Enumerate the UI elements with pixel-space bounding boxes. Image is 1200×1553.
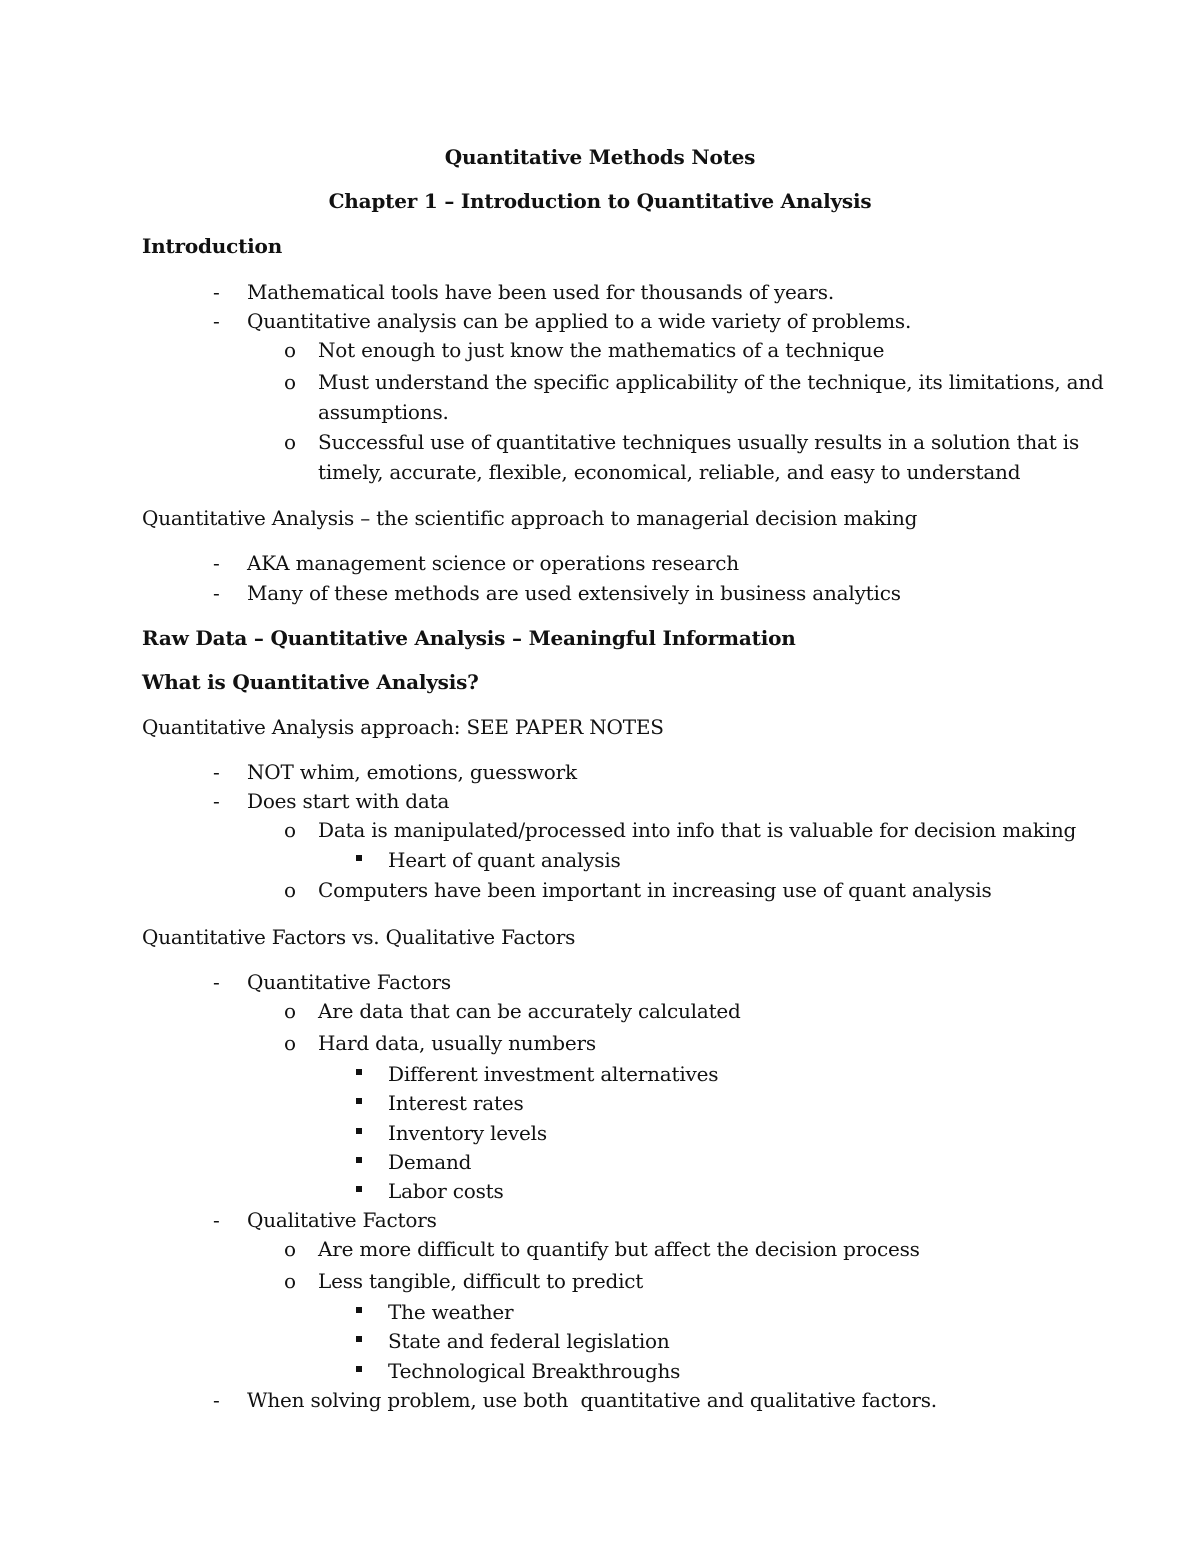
dash-marker: - — [213, 309, 220, 333]
qual-factors-label: Qualitative Factors — [247, 1208, 437, 1232]
approach-sub-1: Data is manipulated/processed into info that is valuable for decision making — [318, 818, 1077, 842]
qual-item: Technological Breakthroughs — [388, 1359, 681, 1383]
approach-bullet-1: NOT whim, emotions, guesswork — [247, 760, 577, 784]
quant-factors-label: Quantitative Factors — [247, 970, 451, 994]
intro-sub-2-line-1: Must understand the specific applicability of the technique, its limitations, and — [318, 370, 1104, 394]
qual-item: State and federal legislation — [388, 1329, 670, 1353]
square-bullet-icon — [356, 1366, 362, 1372]
circle-marker: o — [284, 878, 297, 902]
dash-marker: - — [213, 551, 220, 575]
factors-heading: Quantitative Factors vs. Qualitative Factors — [142, 925, 576, 949]
intro-sub-1: Not enough to just know the mathematics of a technique — [318, 338, 885, 362]
circle-marker: o — [284, 370, 297, 394]
circle-marker: o — [284, 1269, 297, 1293]
intro-bullet-1: Mathematical tools have been used for thousands of years. — [247, 280, 834, 304]
dash-marker: - — [213, 760, 220, 784]
dash-marker: - — [213, 789, 220, 813]
chapter-title: Chapter 1 – Introduction to Quantitative Analysis — [328, 189, 872, 213]
factors-conclusion: When solving problem, use both quantitative and qualitative factors. — [247, 1388, 937, 1412]
circle-marker: o — [284, 1031, 297, 1055]
square-bullet-icon — [356, 1069, 362, 1075]
square-bullet-icon — [356, 1128, 362, 1134]
definition-bullet-2: Many of these methods are used extensively in business analytics — [247, 581, 901, 605]
dash-marker: - — [213, 970, 220, 994]
intro-sub-3-line-2: timely, accurate, flexible, economical, reliable, and easy to understand — [318, 460, 1021, 484]
dash-marker: - — [213, 1388, 220, 1412]
definition-text: Quantitative Analysis – the scientific approach to managerial decision making — [142, 506, 918, 530]
approach-sub-2: Computers have been important in increasing use of quant analysis — [318, 878, 992, 902]
dash-marker: - — [213, 581, 220, 605]
page-title: Quantitative Methods Notes — [444, 145, 756, 169]
qual-item: The weather — [388, 1300, 514, 1324]
definition-bullet-1: AKA management science or operations research — [247, 551, 739, 575]
circle-marker: o — [284, 338, 297, 362]
quant-sub-1: Are data that can be accurately calculated — [318, 999, 741, 1023]
circle-marker: o — [284, 430, 297, 454]
square-bullet-icon — [356, 1157, 362, 1163]
quant-item: Interest rates — [388, 1091, 524, 1115]
quant-sub-2: Hard data, usually numbers — [318, 1031, 596, 1055]
qual-sub-1: Are more difficult to quantify but affect the decision process — [318, 1237, 920, 1261]
qual-sub-2: Less tangible, difficult to predict — [318, 1269, 644, 1293]
dash-marker: - — [213, 280, 220, 304]
flow-heading: Raw Data – Quantitative Analysis – Meaningful Information — [142, 626, 796, 650]
intro-bullet-2: Quantitative analysis can be applied to a wide variety of problems. — [247, 309, 912, 333]
square-bullet-icon — [356, 1186, 362, 1192]
approach-bullet-2: Does start with data — [247, 789, 450, 813]
quant-item: Inventory levels — [388, 1121, 547, 1145]
circle-marker: o — [284, 999, 297, 1023]
quant-item: Labor costs — [388, 1179, 504, 1203]
what-is-heading: What is Quantitative Analysis? — [142, 670, 479, 694]
circle-marker: o — [284, 1237, 297, 1261]
circle-marker: o — [284, 818, 297, 842]
square-bullet-icon — [356, 1336, 362, 1342]
square-bullet-icon — [356, 1098, 362, 1104]
intro-sub-3-line-1: Successful use of quantitative techniques usually results in a solution that is — [318, 430, 1080, 454]
dash-marker: - — [213, 1208, 220, 1232]
intro-sub-2-line-2: assumptions. — [318, 400, 449, 424]
square-bullet-icon — [356, 1307, 362, 1313]
quant-item: Different investment alternatives — [388, 1062, 719, 1086]
square-bullet-icon — [356, 855, 362, 861]
approach-text: Quantitative Analysis approach: SEE PAPER NOTES — [142, 715, 664, 739]
approach-subsub-1: Heart of quant analysis — [388, 848, 621, 872]
quant-item: Demand — [388, 1150, 472, 1174]
introduction-heading: Introduction — [142, 234, 283, 258]
